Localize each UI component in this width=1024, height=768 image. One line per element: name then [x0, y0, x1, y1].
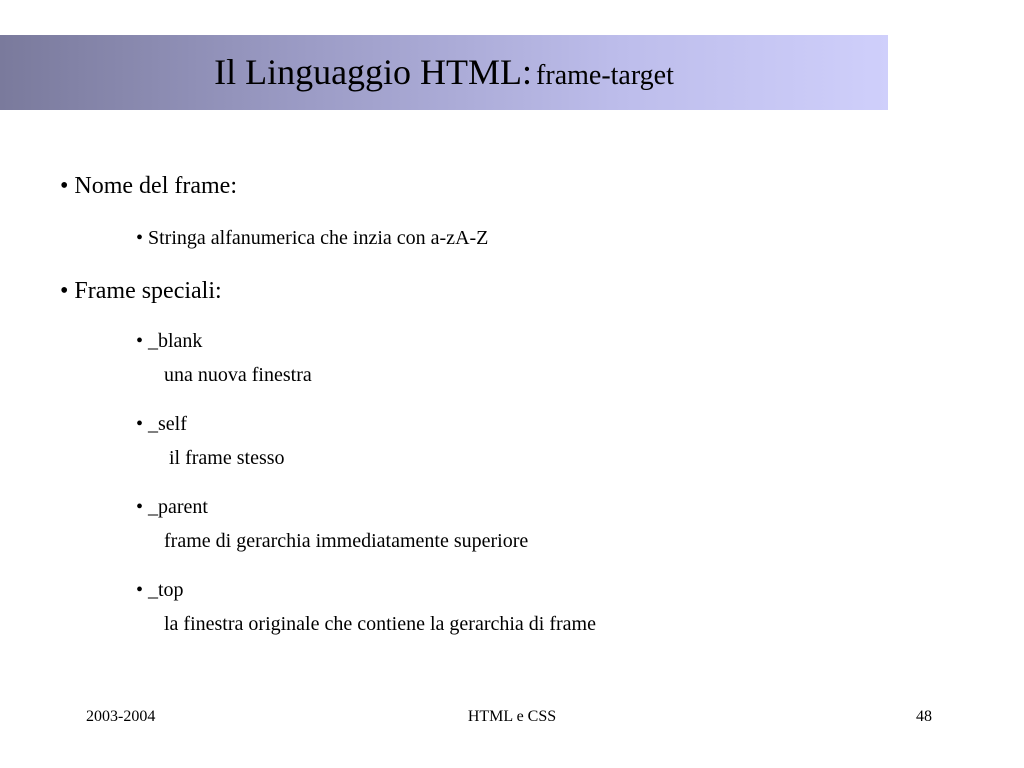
- sub-bullet-blank: • _blank: [136, 330, 203, 352]
- desc-parent: frame di gerarchia immediatamente superiore: [164, 530, 529, 552]
- footer-page-number: 48: [916, 708, 932, 725]
- desc-top: la finestra originale che contiene la gerarchia di frame: [164, 613, 596, 635]
- footer-date: 2003-2004: [86, 708, 156, 725]
- desc-self: il frame stesso: [164, 447, 285, 469]
- bullet-nome-del-frame: • Nome del frame:: [60, 173, 237, 199]
- slide-title-main: Il Linguaggio HTML:: [214, 52, 533, 92]
- sub-bullet-top: • _top: [136, 579, 184, 601]
- slide-title-sub: frame-target: [536, 60, 674, 91]
- sub-bullet-stringa: • Stringa alfanumerica che inzia con a-zA-Z: [136, 227, 489, 249]
- sub-bullet-parent: • _parent: [136, 496, 208, 518]
- desc-blank: una nuova finestra: [164, 364, 312, 386]
- footer-course: HTML e CSS: [467, 708, 557, 725]
- bullet-frame-speciali: • Frame speciali:: [60, 278, 222, 304]
- sub-bullet-self: • _self: [136, 413, 187, 435]
